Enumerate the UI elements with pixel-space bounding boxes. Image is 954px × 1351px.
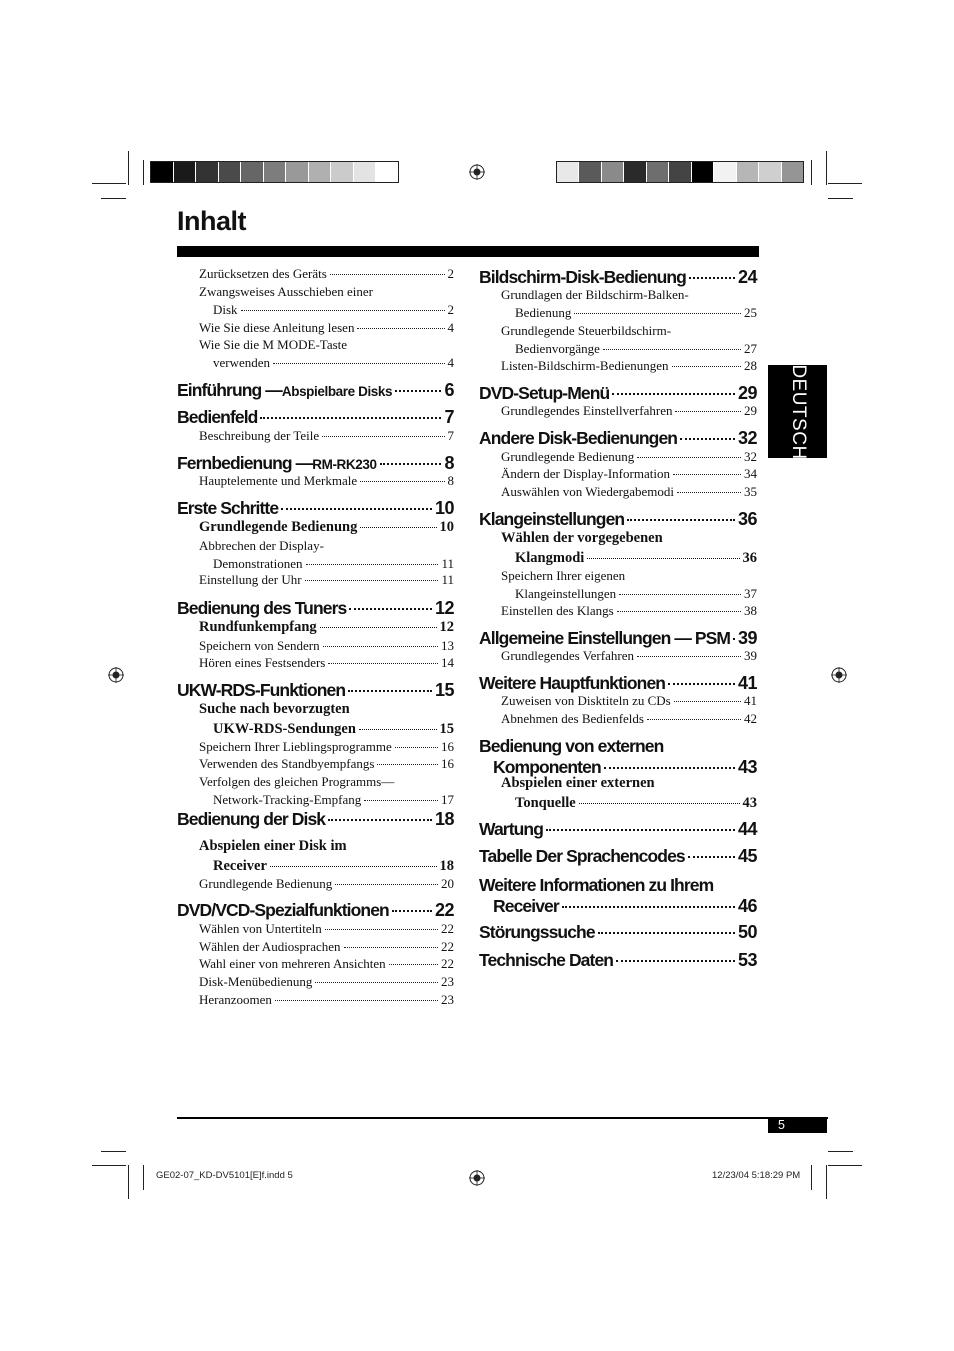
- toc-section-entry[interactable]: [199, 876, 454, 892]
- toc-page-number: 7: [447, 428, 454, 443]
- toc-section-entry[interactable]: [199, 266, 454, 282]
- dot-leader: [377, 764, 438, 765]
- toc-page-number: 2: [447, 266, 454, 281]
- toc-page-number: 10: [439, 519, 454, 535]
- toc-page-number: 8: [447, 473, 454, 488]
- dot-leader: [612, 393, 735, 395]
- toc-entry-line1: Grundlegende Steuerbildschirm-: [501, 323, 672, 338]
- toc-entry-title: Receiver: [213, 857, 267, 874]
- toc-section-entry[interactable]: [199, 655, 454, 671]
- toc-chapter-entry[interactable]: [479, 267, 757, 288]
- toc-chapter-entry[interactable]: [479, 673, 757, 694]
- toc-entry-title: Einstellung der Uhr: [199, 572, 302, 587]
- dot-leader: [348, 690, 432, 692]
- toc-entry-title: Bedienung der Disk: [177, 809, 326, 829]
- toc-page-number: 14: [441, 655, 454, 670]
- toc-entry-title: Heranzoomen: [199, 992, 272, 1007]
- toc-page-number: 20: [441, 876, 454, 891]
- toc-entry-title: UKW-RDS-Funktionen: [177, 680, 346, 700]
- toc-entry-title: verwenden: [213, 355, 271, 370]
- toc-entry-title: Disk-Menübedienung: [199, 974, 313, 989]
- toc-entry-title: Allgemeine Einstellungen — PSM: [479, 628, 731, 648]
- dot-leader: [360, 527, 436, 528]
- toc-entry-line1: Grundlagen der Bildschirm-Balken-: [501, 287, 689, 302]
- toc-entry-title: Tonquelle: [515, 794, 576, 811]
- toc-chapter-entry[interactable]: [479, 922, 757, 943]
- toc-entry-title: Speichern Ihrer Lieblingsprogramme: [199, 739, 392, 754]
- toc-page-number: 50: [737, 922, 757, 942]
- toc-section-entry[interactable]: [199, 921, 454, 937]
- toc-page-number: 27: [744, 341, 757, 356]
- toc-page-number: 39: [737, 628, 757, 648]
- toc-entry-title: Technische Daten: [479, 950, 614, 970]
- toc-section-entry[interactable]: [501, 403, 757, 419]
- toc-entry-title: Rundfunkempfang: [199, 619, 317, 635]
- dot-leader: [672, 366, 741, 367]
- toc-page-number: 11: [441, 572, 454, 587]
- dot-leader: [323, 646, 438, 647]
- toc-entry-title: Grundlegende Bedienung: [501, 449, 635, 464]
- page-number: 5: [778, 1118, 785, 1132]
- toc-entry-line1: Verfolgen des gleichen Programms—: [199, 774, 395, 789]
- dot-leader: [344, 947, 438, 948]
- toc-entry-title: Wahl einer von mehreren Ansichten: [199, 956, 386, 971]
- toc-page-number: 7: [444, 407, 454, 427]
- registration-mark-icon: [831, 667, 847, 683]
- toc-entry-line1: Suche nach bevorzugten: [199, 701, 350, 717]
- registration-mark-icon: [469, 164, 485, 180]
- dot-leader: [322, 436, 444, 437]
- toc-entry-title: Grundlegende Bedienung: [199, 519, 358, 535]
- toc-page-number: 44: [737, 819, 757, 839]
- toc-entry-title: Bildschirm-Disk-Bedienung: [479, 267, 686, 287]
- toc-page-number: 4: [447, 355, 454, 370]
- toc-entry-title: Auswählen von Wiedergabemodi: [501, 484, 675, 499]
- toc-entry-title: Bedienvorgänge: [515, 341, 600, 356]
- dot-leader: [395, 390, 441, 392]
- toc-chapter-entry[interactable]: [177, 380, 454, 401]
- dot-leader: [619, 594, 741, 595]
- dot-leader: [574, 313, 741, 314]
- dot-leader: [395, 747, 438, 748]
- toc-entry-title: UKW-RDS-Sendungen: [213, 720, 356, 737]
- toc-entry-title: Störungssuche: [479, 922, 595, 942]
- dot-leader: [389, 964, 438, 965]
- toc-section-entry[interactable]: [199, 638, 454, 654]
- dot-leader: [675, 411, 741, 412]
- toc-page-number: 34: [744, 466, 757, 481]
- file-info: GE02-07_KD-DV5101[E]f.indd 5: [156, 1170, 293, 1181]
- toc-entry-title: Bedienung: [515, 305, 572, 320]
- toc-page-number: 32: [737, 428, 757, 448]
- toc-section-entry[interactable]: [199, 756, 454, 772]
- toc-page-number: 36: [742, 549, 757, 566]
- toc-entry-title: Erste Schritte: [177, 498, 279, 518]
- dot-leader: [546, 829, 735, 831]
- dot-leader: [677, 492, 741, 493]
- toc-page-number: 23: [441, 992, 454, 1007]
- page-title: Inhalt: [177, 206, 246, 236]
- dot-leader: [603, 349, 741, 350]
- toc-entry-line1: Abbrechen der Display-: [199, 538, 324, 553]
- language-tab-label: DEUTSCH: [787, 363, 809, 460]
- toc-page-number: 22: [441, 939, 454, 954]
- toc-entry-title: Komponenten: [493, 757, 601, 777]
- toc-page-number: 15: [434, 680, 454, 700]
- toc-entry-title: Grundlegende Bedienung: [199, 876, 333, 891]
- toc-entry-line1: Wie Sie die M MODE-Taste: [199, 337, 348, 352]
- title-rule: [177, 246, 759, 257]
- dot-leader: [270, 866, 437, 867]
- toc-section-entry[interactable]: [213, 792, 454, 808]
- toc-entry-title: Hauptelemente und Merkmale: [199, 473, 358, 488]
- toc-section-entry[interactable]: [501, 693, 757, 709]
- toc-page-number: 24: [737, 267, 757, 287]
- toc-section-entry[interactable]: [213, 858, 454, 875]
- toc-page-number: 17: [441, 792, 454, 807]
- toc-page-number: 18: [439, 857, 454, 874]
- toc-chapter-entry[interactable]: [177, 498, 454, 519]
- toc-entry-title: Zuweisen von Disktiteln zu CDs: [501, 693, 671, 708]
- dot-leader: [380, 463, 442, 465]
- dot-leader: [241, 310, 445, 311]
- toc-page-number: 12: [434, 598, 454, 618]
- toc-chapter-entry[interactable]: [479, 628, 757, 649]
- dot-leader: [616, 960, 735, 962]
- dot-leader: [579, 803, 740, 804]
- toc-section-entry[interactable]: [199, 956, 454, 972]
- toc-entry-title: Grundlegendes Einstellverfahren: [501, 403, 673, 418]
- dot-leader: [627, 519, 735, 521]
- toc-section-entry[interactable]: [199, 572, 454, 588]
- toc-section-entry[interactable]: [515, 341, 757, 357]
- dot-leader: [587, 558, 739, 559]
- toc-entry-title: Klangeinstellungen: [479, 509, 625, 529]
- toc-chapter-entry[interactable]: [479, 509, 757, 530]
- toc-page-number: 22: [441, 956, 454, 971]
- color-bar-left: [150, 161, 399, 183]
- dot-leader: [325, 929, 438, 930]
- dot-leader: [674, 701, 741, 702]
- toc-page-number: 37: [744, 586, 757, 601]
- toc-entry-line1: Wählen der vorgegebenen: [501, 530, 663, 546]
- toc-entry-title: Weitere Hauptfunktionen: [479, 673, 666, 693]
- toc-entry-line1: Speichern Ihrer eigenen: [501, 568, 626, 583]
- toc-entry-subtitle: Abspielbare Disks: [281, 384, 393, 399]
- toc-entry-title: Demonstrationen: [213, 556, 303, 571]
- toc-chapter-entry[interactable]: [177, 407, 454, 428]
- toc-page-number: 2: [447, 302, 454, 317]
- language-tab: [768, 365, 827, 458]
- dot-leader: [315, 982, 438, 983]
- dot-leader: [357, 328, 444, 329]
- toc-chapter-entry[interactable]: [177, 680, 454, 701]
- toc-page-number: 43: [737, 757, 757, 777]
- toc-page-number: 45: [737, 846, 757, 866]
- toc-chapter-entry[interactable]: [177, 453, 454, 474]
- dot-leader: [733, 638, 735, 640]
- toc-page-number: 36: [737, 509, 757, 529]
- dot-leader: [273, 363, 444, 364]
- toc-section-entry[interactable]: [501, 449, 757, 465]
- toc-entry-title: Hören eines Festsenders: [199, 655, 326, 670]
- toc-section-entry[interactable]: [199, 519, 454, 536]
- toc-chapter-entry[interactable]: [177, 809, 454, 830]
- toc-section-entry[interactable]: [501, 484, 757, 500]
- dot-leader: [604, 767, 735, 769]
- toc-entry-title: Verwenden des Standbyempfangs: [199, 756, 375, 771]
- dot-leader: [647, 719, 741, 720]
- toc-section-entry[interactable]: [501, 603, 757, 619]
- dot-leader: [688, 856, 735, 858]
- toc-section-entry[interactable]: [501, 358, 757, 374]
- toc-entry-title: Speichern von Sendern: [199, 638, 320, 653]
- toc-page-number: 38: [744, 603, 757, 618]
- toc-chapter-entry[interactable]: [177, 598, 454, 619]
- dot-leader: [637, 457, 741, 458]
- dot-leader: [328, 663, 438, 664]
- toc-section-entry[interactable]: [199, 739, 454, 755]
- registration-mark-icon: [108, 667, 124, 683]
- toc-entry-title: Tabelle Der Sprachencodes: [479, 846, 685, 866]
- dot-leader: [275, 1000, 438, 1001]
- toc-entry-title: Network-Tracking-Empfang: [213, 792, 362, 807]
- toc-entry-title: Abnehmen des Bedienfelds: [501, 711, 644, 726]
- toc-entry-title: Bedienfeld: [177, 407, 258, 427]
- toc-entry-title: Listen-Bildschirm-Bedienungen: [501, 358, 669, 373]
- toc-entry-title: Wählen von Untertiteln: [199, 921, 322, 936]
- toc-section-entry[interactable]: [213, 721, 454, 738]
- dot-leader: [668, 683, 735, 685]
- toc-chapter-entry[interactable]: [177, 900, 454, 921]
- toc-page-number: 22: [441, 921, 454, 936]
- toc-entry-subtitle: RM-RK230: [312, 457, 377, 472]
- toc-page-number: 12: [439, 619, 454, 635]
- dot-leader: [360, 481, 444, 482]
- toc-section-entry[interactable]: [515, 305, 757, 321]
- toc-entry-title: Einführung —: [177, 380, 282, 400]
- toc-section-entry[interactable]: [199, 939, 454, 955]
- toc-page-number: 29: [737, 383, 757, 403]
- toc-page-number: 25: [744, 305, 757, 320]
- toc-page-number: 16: [441, 739, 454, 754]
- toc-section-entry[interactable]: [501, 648, 757, 664]
- toc-page-number: 35: [744, 484, 757, 499]
- toc-page-number: 6: [444, 380, 454, 400]
- dot-leader: [598, 932, 735, 934]
- toc-entry-title: Ändern der Display-Information: [501, 466, 670, 481]
- toc-section-entry[interactable]: [515, 795, 757, 812]
- dot-leader: [349, 608, 432, 610]
- toc-entry-title: Einstellen des Klangs: [501, 603, 614, 618]
- toc-section-entry[interactable]: [199, 473, 454, 489]
- toc-section-entry[interactable]: [199, 974, 454, 990]
- toc-section-entry[interactable]: [515, 550, 757, 567]
- toc-page-number: 16: [441, 756, 454, 771]
- toc-chapter-entry[interactable]: [479, 428, 757, 449]
- toc-entry-title: Klangmodi: [515, 549, 585, 566]
- toc-section-entry[interactable]: [213, 302, 454, 318]
- toc-entry-line1: Abspielen einer Disk im: [199, 838, 347, 854]
- toc-entry-title: Wie Sie diese Anleitung lesen: [199, 320, 355, 335]
- toc-chapter-entry[interactable]: [479, 846, 757, 867]
- toc-page-number: 11: [441, 556, 454, 571]
- toc-page-number: 41: [737, 673, 757, 693]
- toc-entry-title: Andere Disk-Bedienungen: [479, 428, 678, 448]
- dot-leader: [562, 906, 735, 908]
- toc-section-entry[interactable]: [213, 355, 454, 371]
- toc-section-entry[interactable]: [199, 320, 454, 336]
- toc-chapter-entry[interactable]: [493, 896, 757, 917]
- toc-entry-title: Receiver: [493, 896, 559, 916]
- toc-section-entry[interactable]: [199, 992, 454, 1008]
- dot-leader: [330, 274, 445, 275]
- toc-page-number: 41: [744, 693, 757, 708]
- toc-page-number: 39: [744, 648, 757, 663]
- dot-leader: [617, 611, 741, 612]
- dot-leader: [335, 884, 438, 885]
- dot-leader: [392, 910, 432, 912]
- toc-entry-title: Fernbedienung —: [177, 453, 313, 473]
- dot-leader: [673, 474, 741, 475]
- toc-chapter-entry[interactable]: [479, 383, 757, 404]
- footer-rule: [177, 1117, 828, 1119]
- dot-leader: [328, 819, 432, 821]
- toc-page-number: 4: [447, 320, 454, 335]
- color-bar-right: [556, 161, 804, 183]
- toc-page-number: 42: [744, 711, 757, 726]
- toc-page-number: 28: [744, 358, 757, 373]
- dot-leader: [281, 508, 432, 510]
- toc-entry-title: DVD-Setup-Menü: [479, 383, 610, 403]
- page-number-box: [768, 1119, 827, 1133]
- toc-entry-title: Klangeinstellungen: [515, 586, 617, 601]
- toc-section-entry[interactable]: [199, 428, 454, 444]
- dot-leader: [680, 438, 735, 440]
- toc-page-number: 23: [441, 974, 454, 989]
- dot-leader: [364, 800, 438, 801]
- dot-leader: [359, 729, 437, 730]
- toc-entry-line1: Weitere Informationen zu Ihrem: [479, 875, 714, 895]
- toc-entry-title: Beschreibung der Teile: [199, 428, 320, 443]
- toc-section-entry[interactable]: [213, 556, 454, 572]
- toc-entry-title: Zurücksetzen des Geräts: [199, 266, 327, 281]
- toc-entry-title: Wartung: [479, 819, 544, 839]
- toc-entry-title: Wählen der Audiosprachen: [199, 939, 341, 954]
- registration-mark-icon: [469, 1170, 485, 1186]
- dot-leader: [320, 627, 437, 628]
- toc-chapter-entry[interactable]: [479, 819, 757, 840]
- dot-leader: [637, 656, 741, 657]
- toc-entry-line1: Zwangsweises Ausschieben einer: [199, 284, 374, 299]
- dot-leader: [306, 564, 439, 565]
- toc-entry-line1: Bedienung von externen: [479, 736, 664, 756]
- toc-section-entry[interactable]: [515, 586, 757, 602]
- toc-entry-title: Bedienung des Tuners: [177, 598, 347, 618]
- toc-entry-title: Grundlegendes Verfahren: [501, 648, 634, 663]
- toc-entry-line1: Abspielen einer externen: [501, 775, 655, 791]
- toc-page-number: 46: [737, 896, 757, 916]
- toc-page-number: 53: [737, 950, 757, 970]
- toc-entry-title: DVD/VCD-Spezialfunktionen: [177, 900, 389, 920]
- toc-page-number: 43: [742, 794, 757, 811]
- toc-chapter-entry[interactable]: [479, 950, 757, 971]
- toc-page-number: 22: [434, 900, 454, 920]
- toc-page-number: 15: [439, 720, 454, 737]
- dot-leader: [260, 417, 441, 419]
- toc-page-number: 29: [744, 403, 757, 418]
- toc-page-number: 18: [434, 809, 454, 829]
- toc-page-number: 8: [444, 453, 454, 473]
- toc-page-number: 10: [434, 498, 454, 518]
- print-timestamp: 12/23/04 5:18:29 PM: [712, 1170, 801, 1181]
- toc-section-entry[interactable]: [501, 711, 757, 727]
- dot-leader: [689, 277, 735, 279]
- toc-section-entry[interactable]: [199, 619, 454, 636]
- dot-leader: [305, 580, 439, 581]
- toc-section-entry[interactable]: [501, 466, 757, 482]
- toc-entry-title: Disk: [213, 302, 238, 317]
- toc-page-number: 32: [744, 449, 757, 464]
- toc-page-number: 13: [441, 638, 454, 653]
